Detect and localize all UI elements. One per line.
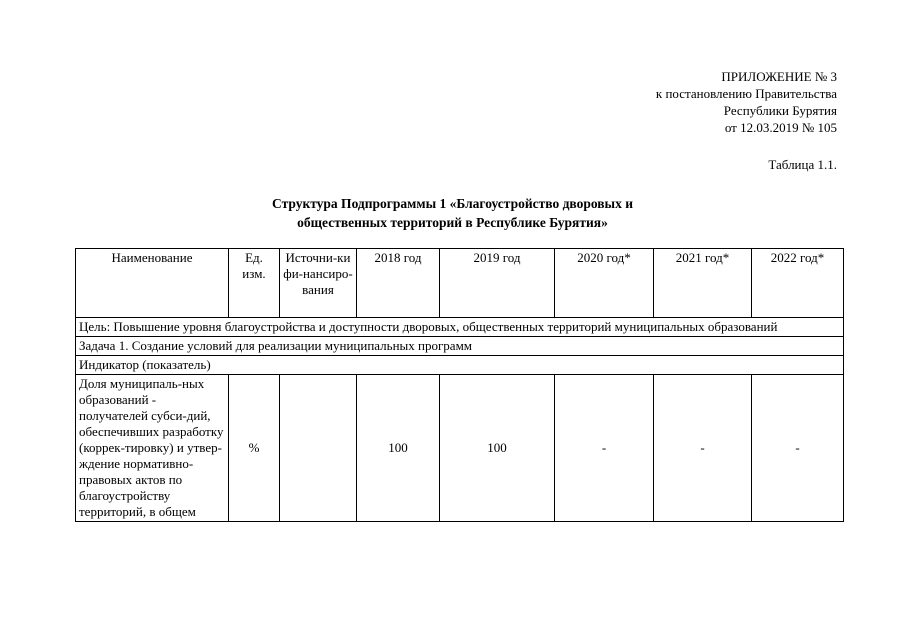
page-title: [0, 194, 905, 232]
header-cell-name: Наименование: [76, 249, 229, 318]
header-cell-source: Источни-ки фи-нансиро-вания: [280, 249, 357, 318]
source-cell: [280, 375, 357, 522]
table-header-row: [76, 249, 844, 318]
value-2020-cell: -: [555, 375, 654, 522]
appendix-number: ПРИЛОЖЕНИЕ № 3: [721, 69, 837, 84]
header-cell-2021: 2021 год*: [654, 249, 752, 318]
task-cell: Задача 1. Создание условий для реализации муниципальных программ: [76, 337, 844, 356]
header-cell-2019: 2019 год: [440, 249, 555, 318]
appendix-block: [656, 68, 837, 136]
goal-cell: Цель: Повышение уровня благоустройства и доступности дворовых, общественных территорий муниципальных образований: [76, 318, 844, 337]
header-cell-2018: 2018 год: [357, 249, 440, 318]
header-cell-unit: Ед. изм.: [229, 249, 280, 318]
table-number: Таблица 1.1.: [768, 157, 837, 172]
value-2018-cell: 100: [357, 375, 440, 522]
header-cell-2022: 2022 год*: [752, 249, 844, 318]
value-2019-cell: 100: [440, 375, 555, 522]
title-line: Структура Подпрограммы 1 «Благоустройство дворовых и: [272, 196, 633, 211]
unit-cell: %: [229, 375, 280, 522]
value-2022-cell: -: [752, 375, 844, 522]
task-row: [76, 337, 844, 356]
value-2021-cell: -: [654, 375, 752, 522]
appendix-ref-line: к постановлению Правительства: [655, 86, 837, 101]
indicator-cell: Индикатор (показатель): [76, 356, 844, 375]
header-cell-2020: 2020 год*: [555, 249, 654, 318]
appendix-ref-line: Республики Бурятия: [723, 103, 837, 118]
structure-table: [75, 248, 844, 522]
title-line: общественных территорий в Республике Бурятия»: [297, 215, 608, 230]
table-row: [76, 375, 844, 522]
indicator-row: [76, 356, 844, 375]
indicator-name-cell: Доля муниципаль-ных образований - получателей субси-дий, обеспечивших разработку (коррек-тировку) и утвер-ждение нормативно-правовых актов по благоустройству территорий, в общем: [76, 375, 229, 522]
appendix-date: от 12.03.2019 № 105: [724, 120, 837, 135]
goal-row: [76, 318, 844, 337]
